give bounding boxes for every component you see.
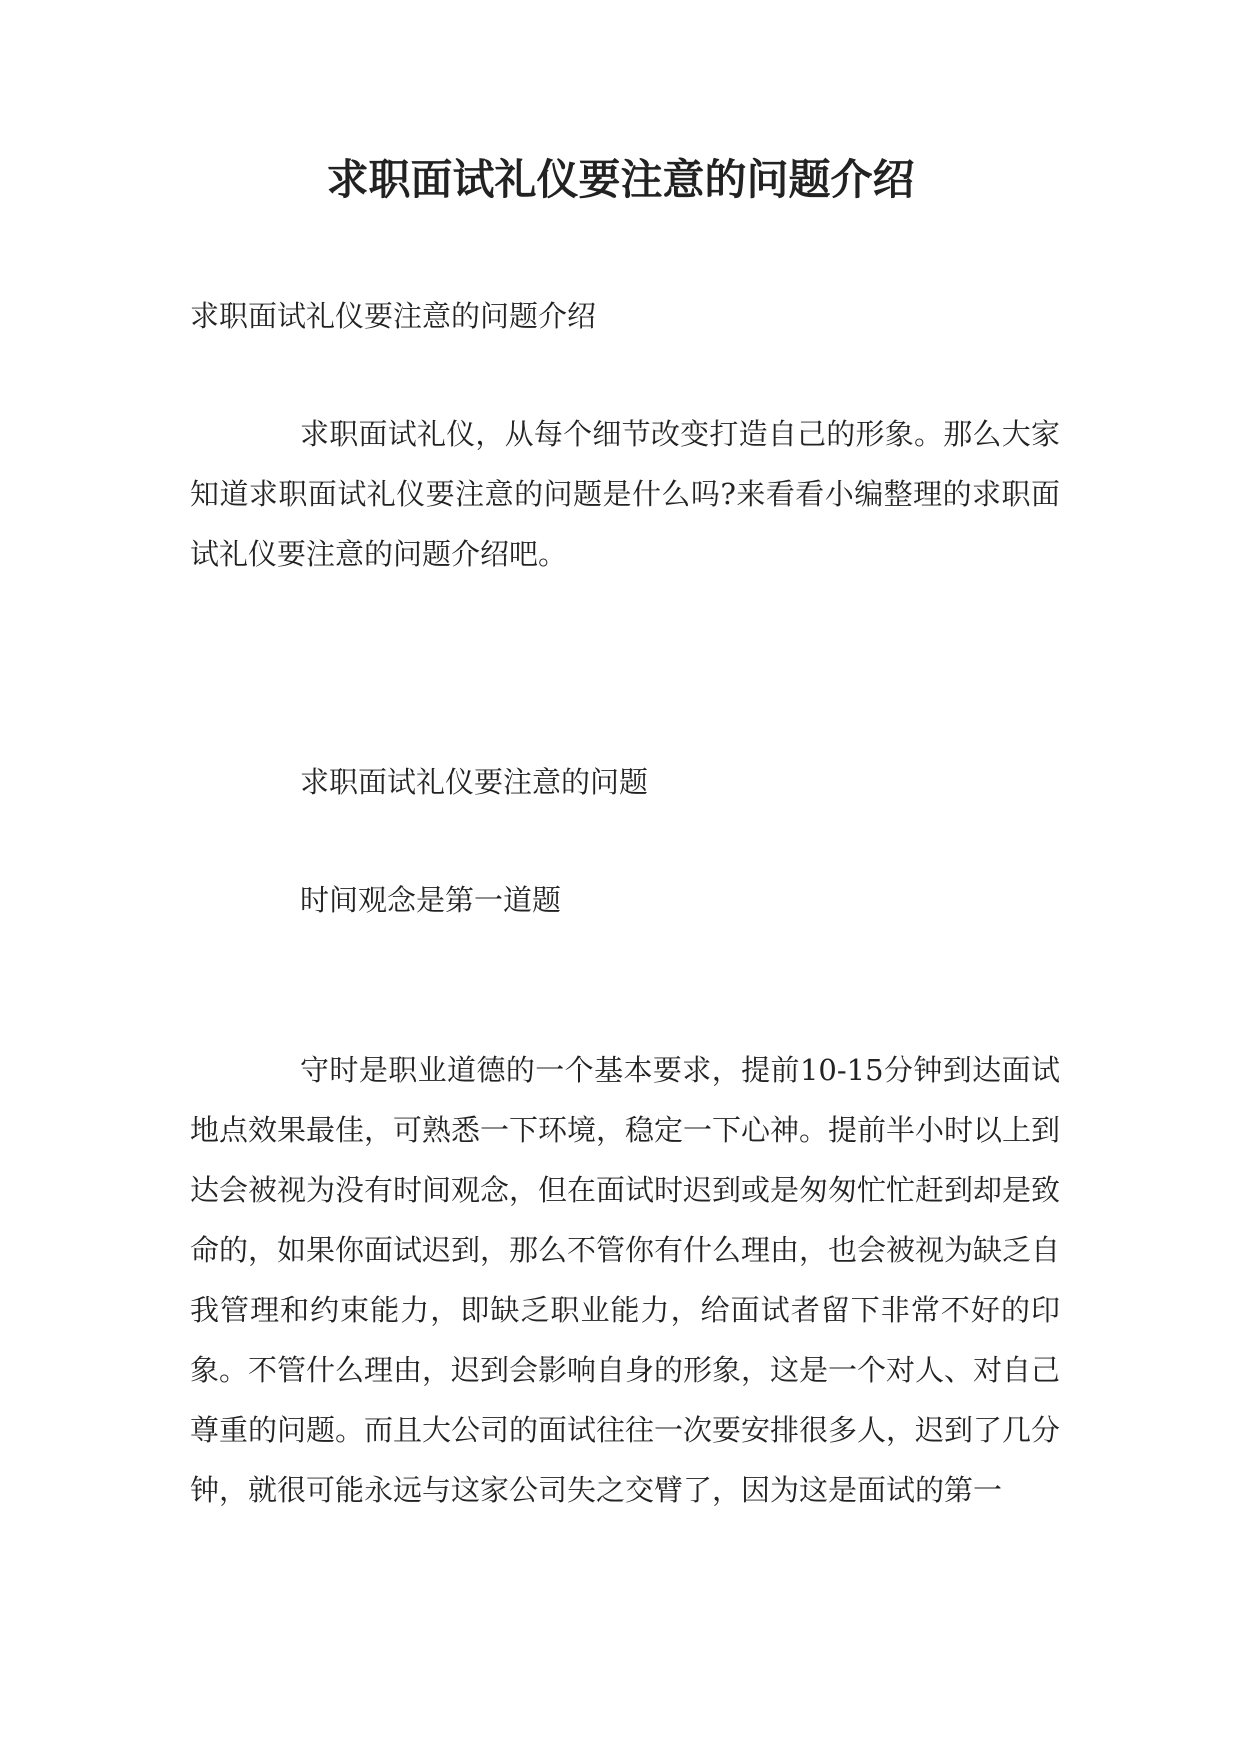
body-paragraph: 守时是职业道德的一个基本要求，提前10-15分钟到达面试地点效果最佳，可熟悉一下环境，稳定一下心神。提前半小时以上到达会被视为没有时间观念，但在面试时迟到或是匆匆忙忙赶到却是致命的，如果你面试迟到，那么不管你有什么理由，也会被视为缺乏自我管理和约束能力，即缺乏职业能力，给面试者留下非常不好的印象。不管什么理由，迟到会影响自身的形象，这是一个对人、对自己尊重的问题。而且大公司的面试往往一次要安排很多人，迟到了几分钟，就很可能永远与这家公司失之交臂了，因为这是面试的第一 [190, 1053, 1061, 1507]
document-title: 求职面试礼仪要注意的问题介绍 [326, 155, 915, 204]
intro-paragraph: 求职面试礼仪，从每个细节改变打造自己的形象。那么大家知道求职面试礼仪要注意的问题是什么吗?来看看小编整理的求职面试礼仪要注意的问题介绍吧。 [190, 417, 1060, 571]
section-heading: 求职面试礼仪要注意的问题 [300, 765, 649, 799]
document-subtitle: 求职面试礼仪要注意的问题介绍 [190, 299, 597, 333]
subsection-heading: 时间观念是第一道题 [300, 883, 562, 917]
